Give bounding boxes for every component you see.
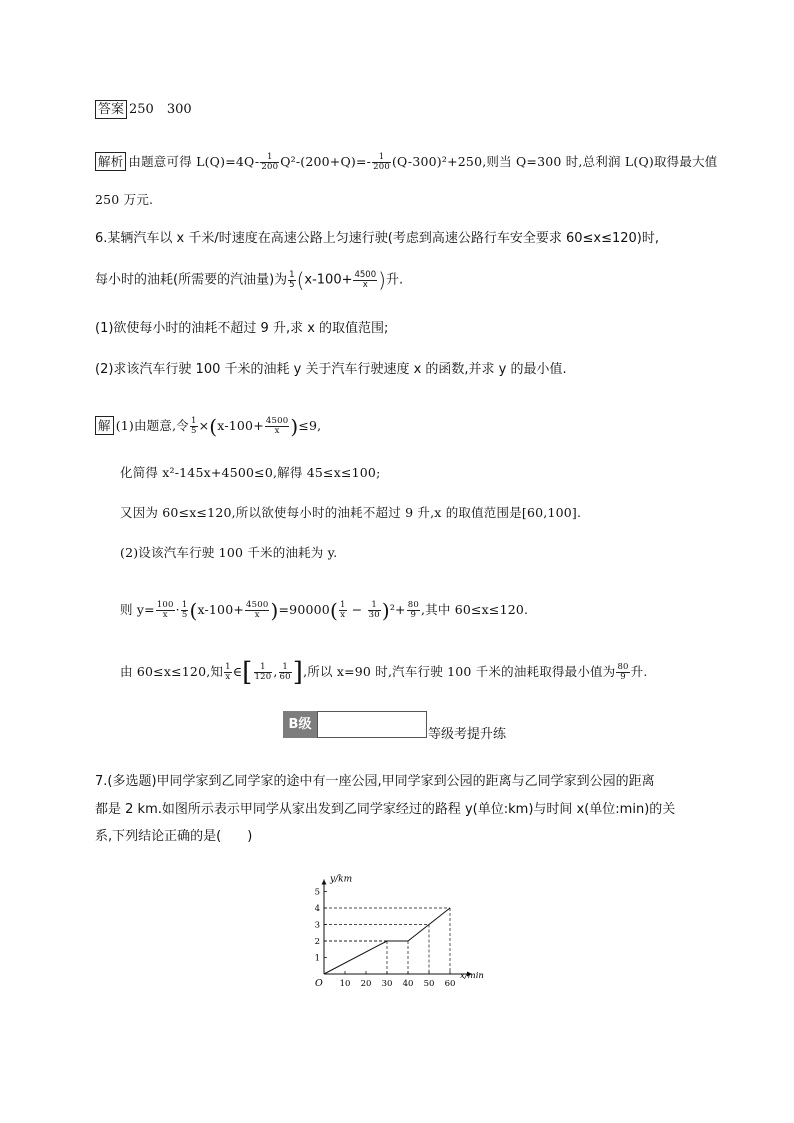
y-tick-label: 2 xyxy=(314,937,320,947)
y-axis-label: y/km xyxy=(330,874,353,885)
problem6-text: 升. xyxy=(385,272,404,288)
analysis-formula: Q²-(200+Q)=- xyxy=(280,154,372,169)
problem6-formula: x-100+ xyxy=(304,272,353,288)
level-text: 等级考提升练 xyxy=(428,727,507,742)
x-tick-label: 30 xyxy=(381,979,393,989)
y-tick-label: 3 xyxy=(314,920,320,931)
analysis-formula: (Q-300)²+250,则当 Q=300 时,总利润 L(Q)取得最大值 xyxy=(391,154,718,169)
y-tick-label: 5 xyxy=(314,887,320,898)
x-tick-label: 40 xyxy=(402,979,414,989)
answer-label: 答案 xyxy=(95,100,127,119)
problem6-text: 每小时的油耗(所需要的汽油量)为 xyxy=(95,272,288,288)
analysis-label: 解析 xyxy=(95,152,126,171)
fraction: $\frac{1}{5}$ xyxy=(289,269,295,290)
problem6-question-1: (1)欲使每小时的油耗不超过 9 升,求 x 的取值范围; xyxy=(95,321,389,336)
y-tick-label: 1 xyxy=(314,953,320,964)
answer-text: 250 300 xyxy=(129,102,192,117)
analysis-text: 由题意可得 xyxy=(128,154,197,169)
solution-line-3: 又因为 60≤x≤120,所以欲使每小时的油耗不超过 9 升,x 的取值范围是[60,100]. xyxy=(120,505,582,520)
x-axis-label: x/min xyxy=(460,971,484,981)
analysis-line-1 xyxy=(95,152,717,172)
analysis-formula: L(Q)=4Q- xyxy=(196,154,260,169)
y-tick-label: 4 xyxy=(314,904,320,914)
answer-line xyxy=(95,100,192,120)
level-box xyxy=(317,711,427,738)
solution-line-4: (2)设该汽车行驶 100 千米的油耗为 y. xyxy=(120,545,338,560)
problem6-line-1: 6.某辆汽车以 x 千米/时速度在高速公路上匀速行驶(考虑到高速公路行车安全要求 60≤x≤120)时, xyxy=(95,231,659,246)
solution-line-1: 解 (1)由题意,令 $\frac{1}{5}$ ×(x-100+ $\frac{4500}{x}$ )≤9, xyxy=(95,416,321,437)
x-tick-label: 60 xyxy=(444,979,456,989)
origin-label: O xyxy=(315,978,323,989)
solution-label: 解 xyxy=(95,416,114,435)
fraction: $\frac{1}{200}$ xyxy=(373,152,390,172)
problem6-line-2: 每小时的油耗(所需要的汽油量)为 $\frac{1}{5}$ (x-100+ $\frac{4500}{x}$ )升. xyxy=(95,268,404,292)
analysis-line-2: 250 万元. xyxy=(95,192,154,207)
problem7-line-1: 7.(多选题)甲同学家到乙同学家的途中有一座公园,甲同学家到公园的距离与乙同学家到公园的距离 xyxy=(95,774,655,789)
series-line xyxy=(324,908,450,974)
x-tick-label: 50 xyxy=(423,979,435,989)
level-badge: B级 xyxy=(283,711,317,738)
problem7-line-3: 系,下列结论正确的是( ) xyxy=(95,829,253,844)
problem7-line-2: 都是 2 km.如图所示表示甲同学从家出发到乙同学家经过的路程 y(单位:km)与时间 x(单位:min)的关 xyxy=(95,802,676,817)
fraction: $\frac{1}{200}$ xyxy=(261,152,279,172)
fraction: $\frac{4500}{x}$ xyxy=(354,269,377,290)
solution-line-5: 则 y= $\frac{100}{x}$ · $\frac{1}{5}$ (x-100+ $\frac{4500}{x}$ )=90000( $\frac{1}{x}$ − $\frac{1}{30}$ )²+ $\frac{80}{9}$ ,其中 60≤x≤120. xyxy=(120,598,529,623)
x-tick-label: 20 xyxy=(360,979,372,989)
y-axis-arrow xyxy=(322,880,327,885)
x-tick-label: 10 xyxy=(339,979,351,989)
solution-line-2: 化简得 x²-145x+4500≤0,解得 45≤x≤100; xyxy=(120,465,381,480)
distance-time-chart xyxy=(300,862,500,997)
problem6-question-2: (2)求该汽车行驶 100 千米的油耗 y 关于汽车行驶速度 x 的函数,并求 y 的最小值. xyxy=(95,362,567,377)
solution-line-6: 由 60≤x≤120,知 $\frac{1}{x}$ ∈[ $\frac{1}{120}$ , $\frac{1}{60}$ ],所以 x=90 时,汽车行驶 100 千米的油耗取得最小值为 $\frac{80}{9}$ 升. xyxy=(120,657,648,688)
